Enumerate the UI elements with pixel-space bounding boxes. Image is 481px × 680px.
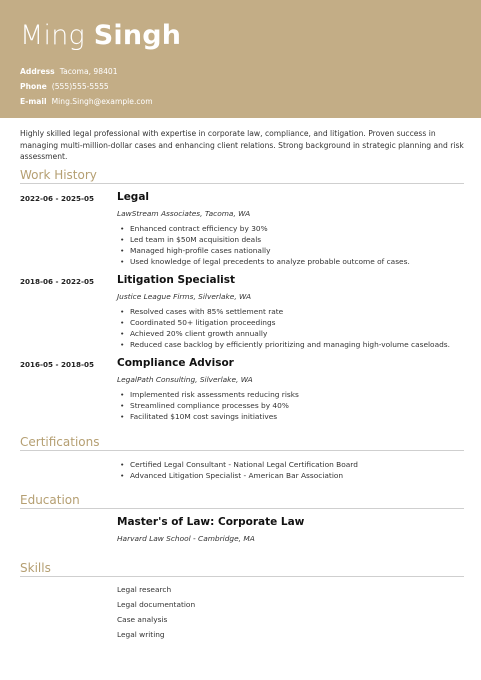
job-company: Justice League Firms, Silverlake, WA (117, 292, 252, 301)
address-label: Address (20, 67, 55, 76)
section-divider (20, 576, 464, 577)
job-title: Compliance Advisor (117, 357, 234, 369)
professional-summary: Highly skilled legal professional with expertise in corporate law, compliance, and litigation. Proven success in managing multi-million-dollar cases and enhancing client relations. Strong background in strategic planning and risk assessment. (20, 129, 464, 161)
contact-phone (20, 82, 109, 91)
bullet-icon: • (120, 235, 125, 244)
section-divider (20, 450, 464, 451)
skill-item: Legal writing (117, 630, 165, 639)
list-item: • Facilitated $10M cost savings initiatives (120, 412, 278, 421)
list-item: • Enhanced contract efficiency by 30% (120, 224, 268, 233)
first-name: Ming (20, 20, 85, 51)
list-item: • Managed high-profile cases nationally (120, 246, 271, 255)
job-dates: 2018-06 - 2022-05 (20, 277, 94, 286)
school-name: Harvard Law School - Cambridge, MA (117, 534, 255, 543)
bullet-icon: • (120, 246, 125, 255)
skill-item: Legal documentation (117, 600, 196, 609)
bullet-icon: • (120, 340, 125, 349)
candidate-name (20, 20, 181, 51)
certifications-list (117, 459, 358, 481)
list-item: • Streamlined compliance processes by 40% (120, 401, 289, 410)
contact-email (20, 97, 153, 106)
resume-header (0, 0, 481, 118)
address-value: Tacoma, 98401 (59, 67, 118, 76)
list-item: • Implemented risk assessments reducing risks (120, 390, 299, 399)
bullet-icon: • (120, 224, 125, 233)
bullet-icon: • (120, 471, 125, 480)
last-name: Singh (93, 20, 182, 51)
list-item: • Achieved 20% client growth annually (120, 329, 268, 338)
contact-address (20, 67, 118, 76)
list-item: • Advanced Litigation Specialist - American Bar Association (120, 471, 344, 480)
job-dates: 2022-06 - 2025-05 (20, 194, 94, 203)
certifications-heading: Certifications (20, 435, 100, 449)
bullet-icon: • (120, 329, 125, 338)
email-value[interactable]: Ming.Singh@example.com (51, 97, 153, 106)
phone-label: Phone (20, 82, 47, 91)
job-bullets (117, 389, 299, 422)
bullet-icon: • (120, 390, 125, 399)
skill-item: Legal research (117, 585, 172, 594)
section-divider (20, 508, 464, 509)
phone-value: (555)555-5555 (51, 82, 109, 91)
bullet-icon: • (120, 318, 125, 327)
list-item: • Resolved cases with 85% settlement rate (120, 307, 284, 316)
bullet-icon: • (120, 307, 125, 316)
skill-item: Case analysis (117, 615, 168, 624)
list-item: • Coordinated 50+ litigation proceedings (120, 318, 276, 327)
job-title: Legal (117, 191, 150, 203)
list-item: • Used knowledge of legal precedents to analyze probable outcome of cases. (120, 257, 410, 266)
bullet-icon: • (120, 401, 125, 410)
job-company: LawStream Associates, Tacoma, WA (117, 209, 251, 218)
bullet-icon: • (120, 460, 125, 469)
skills-heading: Skills (20, 561, 51, 575)
education-heading: Education (20, 493, 80, 507)
list-item: • Led team in $50M acquisition deals (120, 235, 262, 244)
section-divider (20, 183, 464, 184)
job-bullets (117, 306, 450, 350)
job-dates: 2016-05 - 2018-05 (20, 360, 94, 369)
job-bullets (117, 223, 410, 267)
list-item: • Certified Legal Consultant - National Legal Certification Board (120, 460, 358, 469)
bullet-icon: • (120, 257, 125, 266)
list-item: • Reduced case backlog by efficiently prioritizing and managing high-volume caseloads. (120, 340, 450, 349)
job-title: Litigation Specialist (117, 274, 236, 286)
work-history-heading: Work History (20, 168, 97, 182)
bullet-icon: • (120, 412, 125, 421)
degree-title: Master's of Law: Corporate Law (117, 516, 305, 528)
job-company: LegalPath Consulting, Silverlake, WA (117, 375, 253, 384)
email-label: E-mail (20, 97, 47, 106)
